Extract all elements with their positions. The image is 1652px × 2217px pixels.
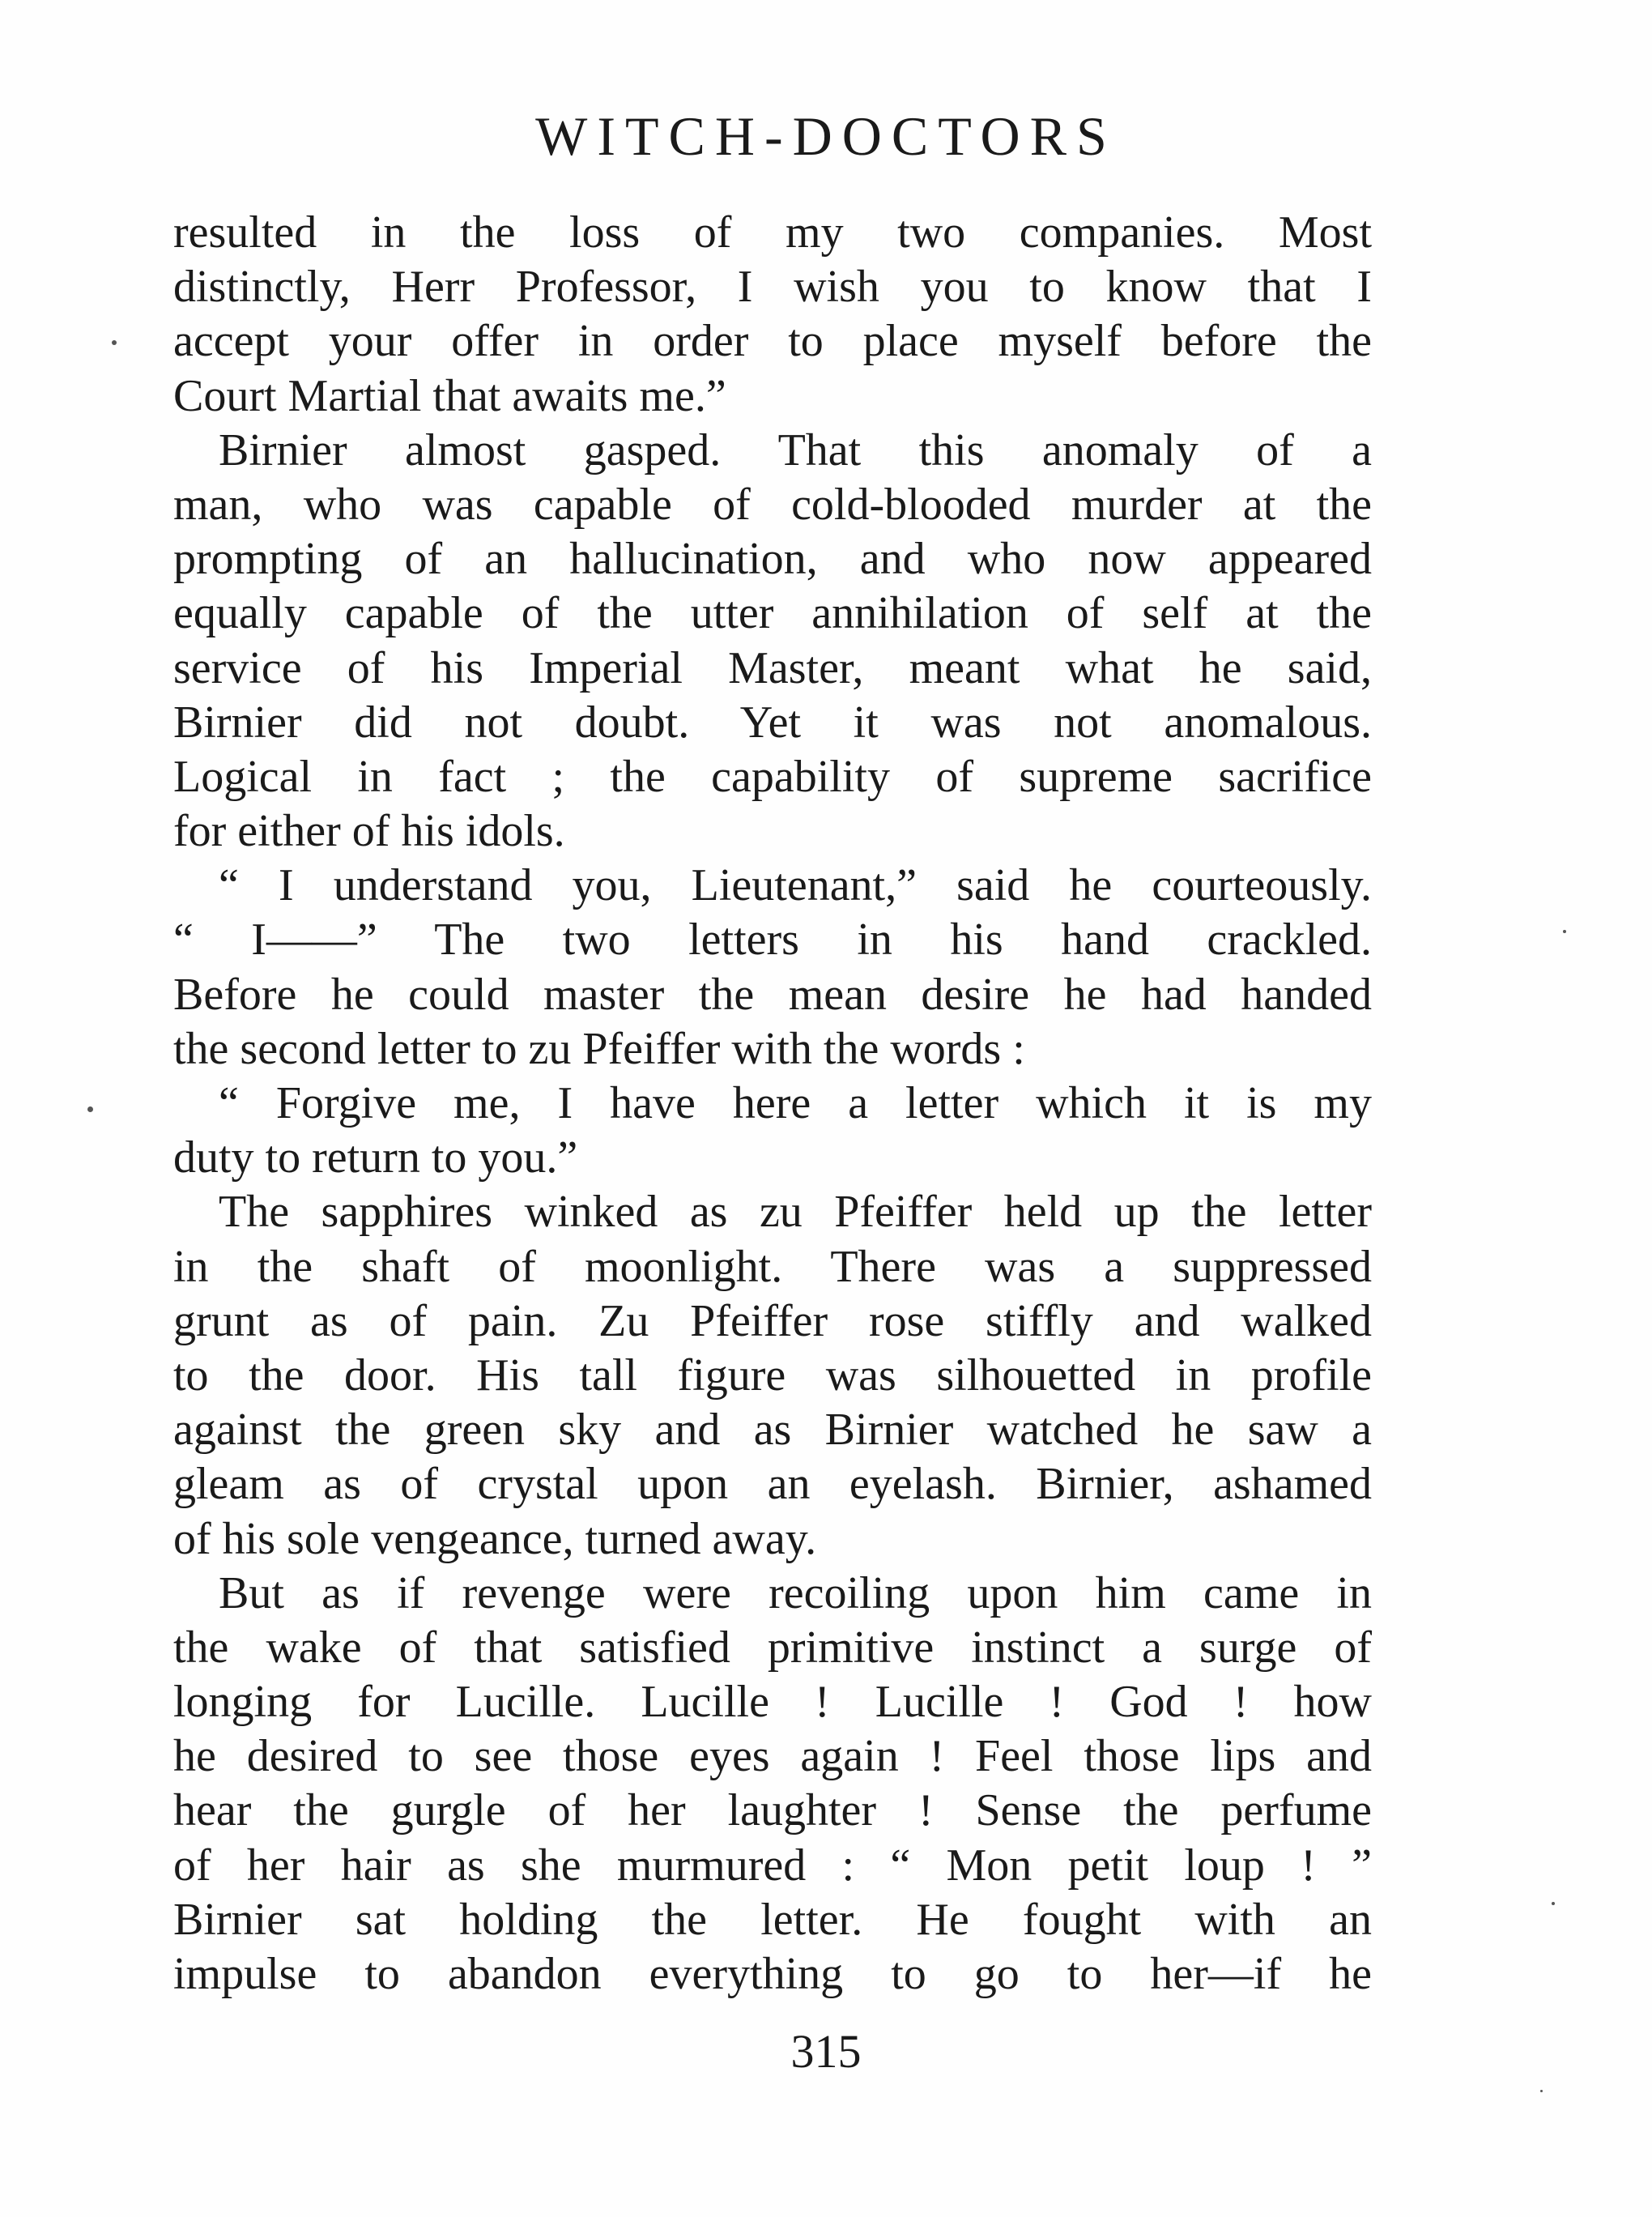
- text-line: duty to return to you.”: [173, 1132, 578, 1183]
- text-line: for either of his idols.: [173, 806, 565, 857]
- text-line: Court Martial that awaits me.”: [173, 370, 726, 421]
- text-line: longing for Lucille. Lucille ! Lucille ! God ! how: [173, 1677, 1372, 1728]
- text-line: hear the gurgle of her laughter ! Sense the perfume: [173, 1785, 1372, 1836]
- scan-speck: [1552, 1902, 1555, 1905]
- text-line: resulted in the loss of my two companies. Most: [173, 207, 1372, 258]
- text-line: “ I——” The two letters in his hand crackled.: [173, 915, 1372, 966]
- text-line: Logical in fact ; the capability of supreme sacrifice: [173, 751, 1372, 802]
- text-line: “ I understand you, Lieutenant,” said he courteously.: [219, 860, 1372, 911]
- text-line: in the shaft of moonlight. There was a suppressed: [173, 1241, 1372, 1292]
- text-line: prompting of an hallucination, and who now appeared: [173, 534, 1372, 585]
- running-head: WITCH-DOCTORS: [535, 105, 1117, 167]
- text-line: Birnier did not doubt. Yet it was not anomalous.: [173, 697, 1372, 748]
- scan-speck: [87, 1106, 93, 1112]
- scan-speck: [112, 340, 117, 345]
- text-line: “ Forgive me, I have here a letter which it is my: [219, 1078, 1372, 1128]
- scan-speck: [1540, 2090, 1543, 2092]
- text-line: the second letter to zu Pfeiffer with the words :: [173, 1023, 1025, 1074]
- text-line: grunt as of pain. Zu Pfeiffer rose stiffly and walked: [173, 1295, 1372, 1346]
- text-line: equally capable of the utter annihilation of self at the: [173, 588, 1372, 639]
- text-line: of her hair as she murmured : “ Mon petit loup ! ”: [173, 1840, 1372, 1891]
- scan-speck: [1563, 930, 1566, 933]
- text-line: The sapphires winked as zu Pfeiffer held up the letter: [219, 1187, 1372, 1238]
- text-line: But as if revenge were recoiling upon him came in: [219, 1567, 1372, 1618]
- body-text: [173, 206, 1372, 2002]
- text-line: of his sole vengeance, turned away.: [173, 1513, 817, 1564]
- text-line: Birnier almost gasped. That this anomaly of a: [219, 424, 1372, 475]
- text-line: Before he could master the mean desire he had handed: [173, 969, 1372, 1020]
- text-line: he desired to see those eyes again ! Feel those lips and: [173, 1731, 1372, 1782]
- text-line: impulse to abandon everything to go to her—if he: [173, 1949, 1372, 1999]
- text-line: to the door. His tall figure was silhouetted in profile: [173, 1349, 1372, 1401]
- text-line: gleam as of crystal upon an eyelash. Birnier, ashamed: [173, 1459, 1372, 1510]
- text-line: man, who was capable of cold-blooded murder at the: [173, 479, 1372, 530]
- page-number: 315: [790, 2025, 862, 2078]
- text-line: service of his Imperial Master, meant what he said,: [173, 642, 1372, 693]
- text-line: against the green sky and as Birnier watched he saw a: [173, 1405, 1372, 1456]
- text-line: accept your offer in order to place myself before the: [173, 316, 1372, 367]
- text-line: Birnier sat holding the letter. He fought with an: [173, 1894, 1372, 1945]
- text-line: the wake of that satisfied primitive instinct a surge of: [173, 1622, 1372, 1673]
- text-line: distinctly, Herr Professor, I wish you to know that I: [173, 262, 1372, 313]
